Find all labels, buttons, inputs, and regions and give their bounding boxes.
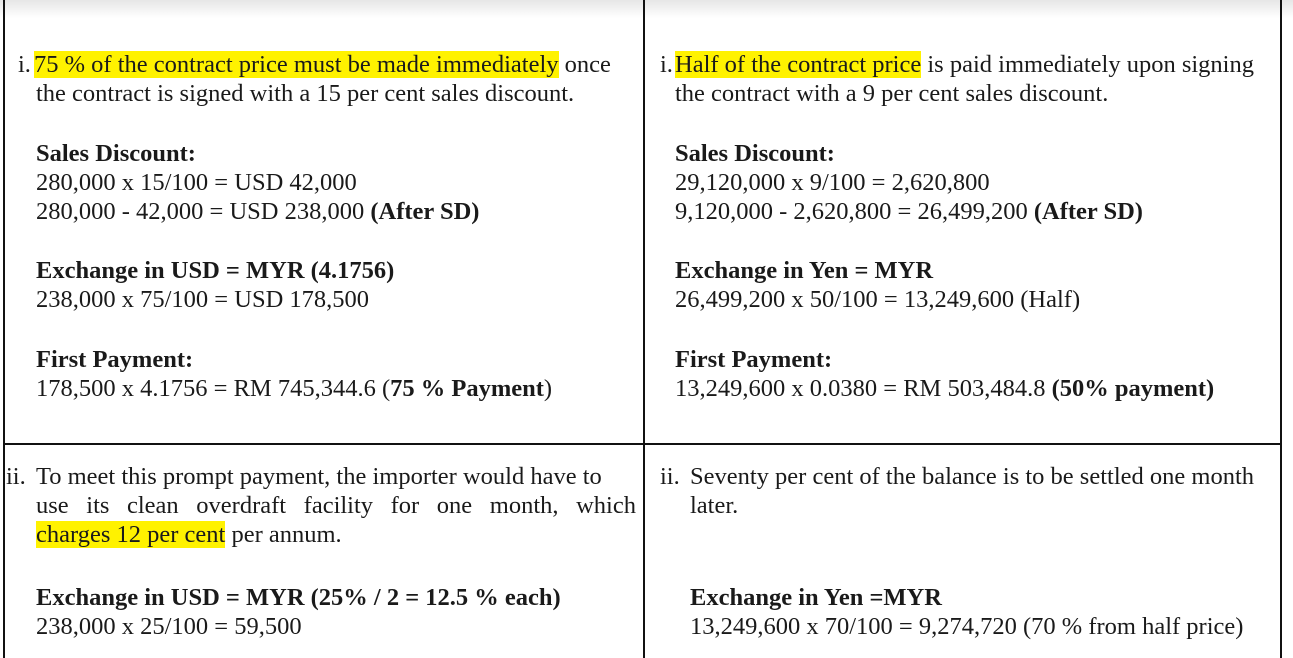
calc-note: (After SD) [370,198,480,225]
item-number: ii. [660,463,680,490]
exchange-line1: 13,249,600 x 70/100 = 9,274,720 (70 % from half price) [690,613,1244,640]
exchange-line1: 238,000 x 75/100 = USD 178,500 [36,286,370,313]
item-number: ii. [6,463,26,490]
exchange-line1: 238,000 x 25/100 = 59,500 [36,613,302,640]
sales-discount-line2 [36,197,636,226]
sales-discount-line1: 280,000 x 15/100 = USD 42,000 [36,169,357,196]
table-border-middle [643,0,645,658]
left-exchange-2 [36,583,636,641]
exchange-heading: Exchange in USD = MYR (4.1756) [36,257,395,284]
item-number: i. [18,51,31,78]
exchange-line1: 26,499,200 x 50/100 = 13,249,600 (Half) [675,286,1081,313]
right-cell-item-i [660,50,1275,108]
right-exchange [675,256,1275,314]
left-first-payment [36,345,636,403]
table-border-left [3,0,5,658]
right-sales-discount [675,139,1275,226]
exchange-heading: Exchange in Yen =MYR [690,584,942,611]
calc-text: 178,500 x 4.1756 = RM 745,344.6 ( [36,375,391,402]
sales-discount-line2 [675,197,1275,226]
item-text: once [558,51,611,78]
item-text-line2: later. [690,492,739,519]
sales-discount-heading: Sales Discount: [675,140,835,167]
item-text-line2: the contract with a 9 per cent sales discount. [675,80,1109,107]
first-payment-line [675,374,1275,403]
highlighted-text: 75 % of the contract price must be made immediately [34,51,559,78]
calc-text: 280,000 - 42,000 = USD 238,000 [36,198,371,225]
item-number: i. [660,51,673,78]
calc-text-end: ) [543,375,553,402]
calc-text: 13,249,600 x 0.0380 = RM 503,484.8 [675,375,1052,402]
sales-discount-heading: Sales Discount: [36,140,196,167]
table-row-divider [3,443,1282,445]
item-text-line1: To meet this prompt payment, the importer would have to [36,463,602,490]
left-cell-item-i [18,50,638,108]
first-payment-line [36,374,636,403]
calc-note: (50% payment) [1051,375,1215,402]
left-exchange [36,256,636,314]
calc-note: (After SD) [1033,198,1143,225]
left-sales-discount [36,139,636,226]
left-cell-item-ii [6,462,636,549]
highlighted-text: Half of the contract price [675,51,922,78]
highlighted-text: charges 12 per cent [36,521,226,548]
item-text: per annum. [225,521,342,548]
first-payment-heading: First Payment: [36,346,194,373]
item-text-line1: Seventy per cent of the balance is to be settled one month [690,463,1255,490]
exchange-heading: Exchange in USD = MYR (25% / 2 = 12.5 % each) [36,584,561,611]
calc-note: 75 % Payment [390,375,544,402]
right-first-payment [675,345,1275,403]
table-border-right [1280,0,1282,658]
page-top-shade [0,0,1293,18]
item-text-line2: use its clean overdraft facility for one month, which [36,492,636,519]
calc-text: 9,120,000 - 2,620,800 = 26,499,200 [675,198,1034,225]
exchange-heading: Exchange in Yen = MYR [675,257,934,284]
item-text: is paid immediately upon signing [921,51,1254,78]
right-cell-item-ii [660,462,1275,520]
sales-discount-line1: 29,120,000 x 9/100 = 2,620,800 [675,169,990,196]
first-payment-heading: First Payment: [675,346,833,373]
right-exchange-2 [690,583,1280,641]
item-text-line2: the contract is signed with a 15 per cent sales discount. [36,80,575,107]
